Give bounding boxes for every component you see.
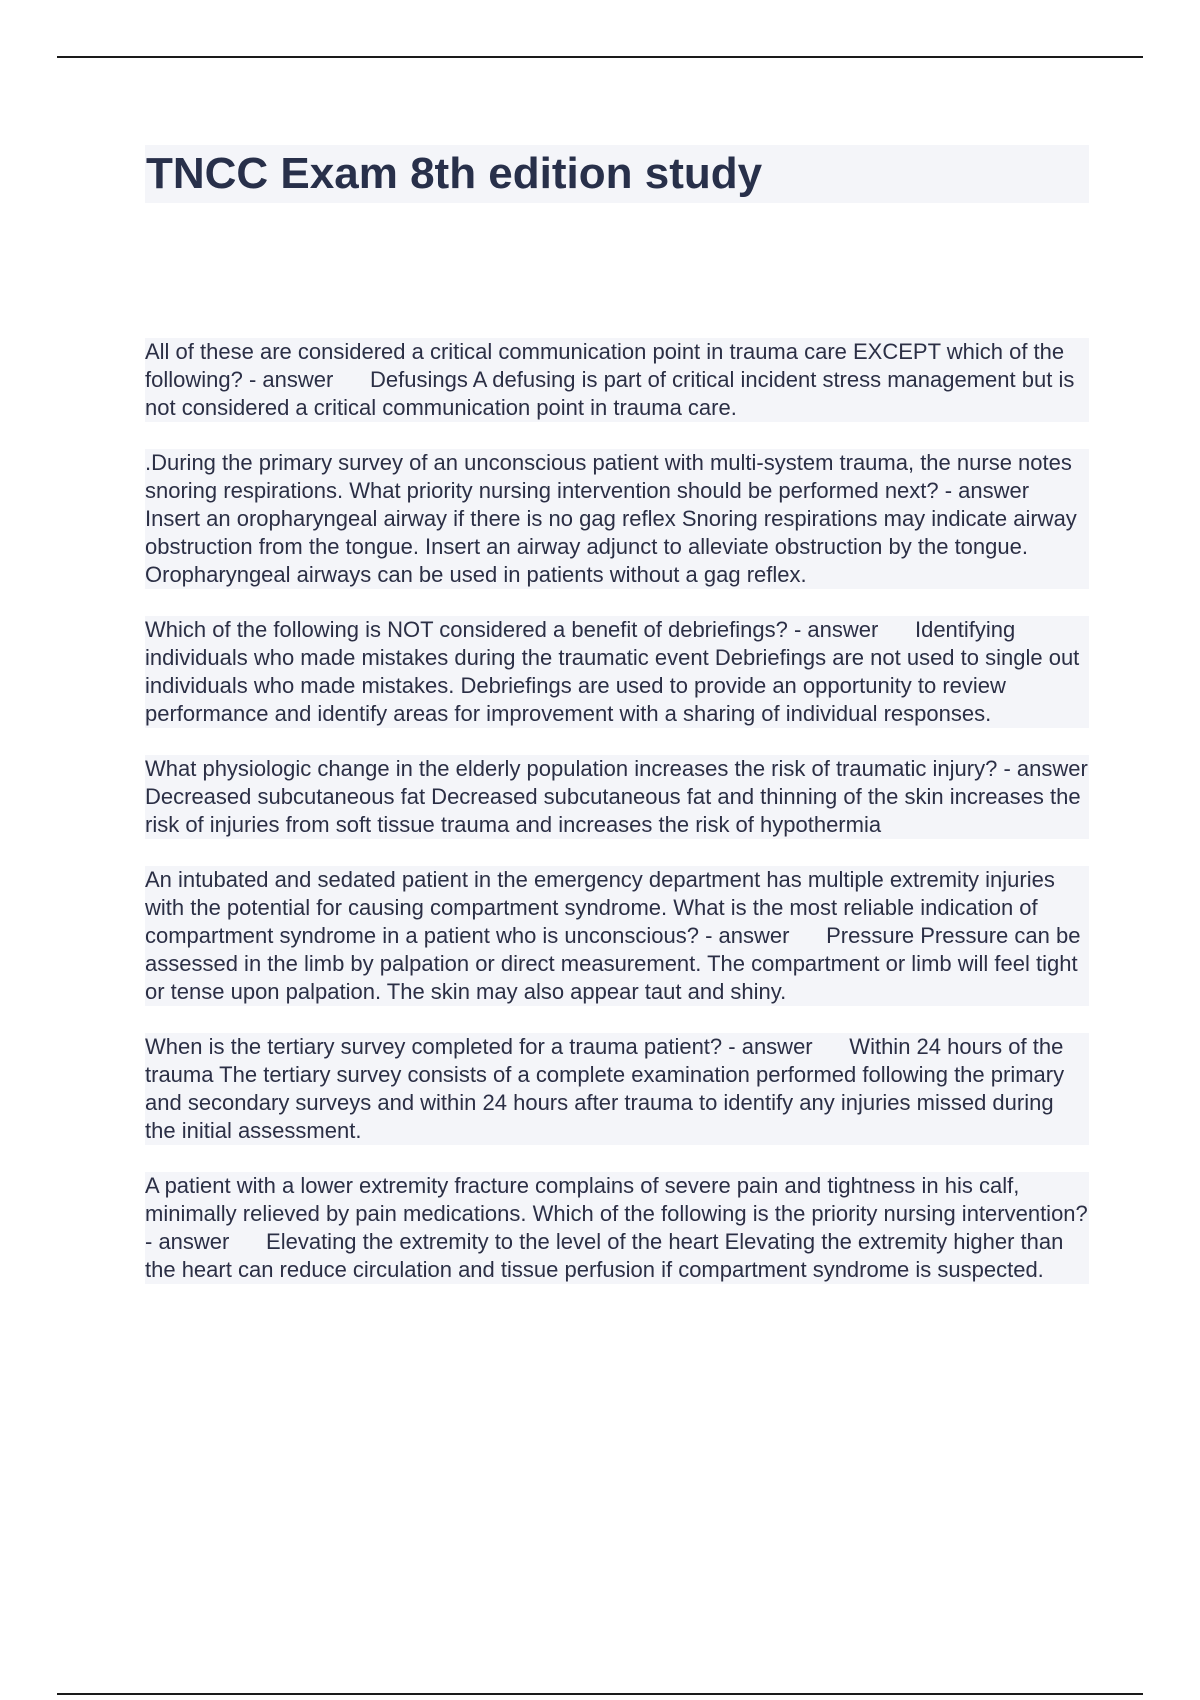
top-rule: [57, 56, 1143, 58]
qa-item: When is the tertiary survey completed for a trauma patient? - answer Within 24 hours of the trauma The tertiary survey consists of a complete examination performed following the primary and secondary surveys and within 24 hours after trauma to identify any injuries missed during the initial assessment.: [145, 1033, 1089, 1145]
qa-item: .During the primary survey of an unconscious patient with multi-system trauma, the nurse notes snoring respirations. What priority nursing intervention should be performed next? - answer Insert an oropharyngeal airway if there is no gag reflex Snoring respirations may indicate airway obstruction from the tongue. Insert an airway adjunct to alleviate obstruction by the tongue. Oropharyngeal airways can be used in patients without a gag reflex.: [145, 449, 1089, 589]
qa-item: All of these are considered a critical communication point in trauma care EXCEPT which of the following? - answer Defusings A defusing is part of critical incident stress management but is not considered a critical communication point in trauma care.: [145, 338, 1089, 422]
qa-item: What physiologic change in the elderly population increases the risk of traumatic injury? - answer Decreased subcutaneous fat Decreased subcutaneous fat and thinning of the skin increases the risk of injuries from soft tissue trauma and increases the risk of hypothermia: [145, 756, 1125, 837]
qa-item: A patient with a lower extremity fracture complains of severe pain and tightness in his calf, minimally relieved by pain medications. Which of the following is the priority nursing intervention? - answer Elevating the extremity to the level of the heart Elevating the extremity higher than the heart can reduce circulation and tissue perfusion if compartment syndrome is suspected.: [145, 1173, 1094, 1282]
bottom-rule: [57, 1693, 1143, 1695]
page-title: TNCC Exam 8th edition study: [146, 149, 763, 198]
qa-item: An intubated and sedated patient in the emergency department has multiple extremity injuries with the potential for causing compartment syndrome. What is the most reliable indication of compartment syndrome in a patient who is unconscious? - answer Pressure Pressure can be assessed in the limb by palpation or direct measurement. The compartment or limb will feel tight or tense upon palpation. The skin may also appear taut and shiny.: [145, 866, 1089, 1006]
question-answer-list: [145, 338, 1125, 1311]
qa-item: Which of the following is NOT considered a benefit of debriefings? - answer Identifying individuals who made mistakes during the traumatic event Debriefings are not used to single out individuals who made mistakes. Debriefings are used to provide an opportunity to review performance and identify areas for improvement with a sharing of individual responses.: [145, 616, 1089, 728]
